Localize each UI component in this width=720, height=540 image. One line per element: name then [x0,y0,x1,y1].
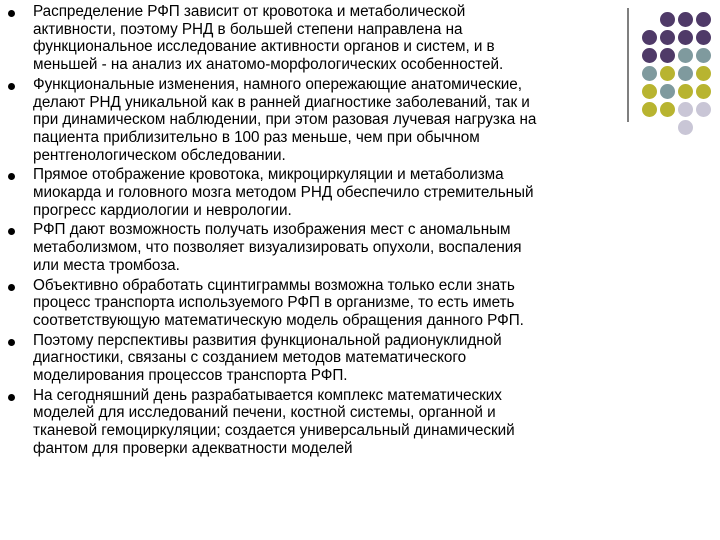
decorative-dot [696,48,711,63]
bullet-text: РФП дают возможность получать изображения мест с аномальным метаболизмом, что позволяет визуализировать опухоли, воспаления или места тромбоза. [33,221,522,274]
bullet-item [8,221,633,274]
decorative-dot-grid [642,12,711,135]
bullet-text: Объективно обработать сцинтиграммы возможна только если знать процесс транспорта используемого РФП в организме, то есть иметь соответствующую математическую модель обращения данного РФП. [33,276,524,329]
decorative-dot [696,12,711,27]
bullet-text: Поэтому перспективы развития функциональной радионуклидной диагностики, связаны с созданием методов математического моделирования процессов транспорта РФП. [33,331,502,385]
bullet-icon [8,228,15,235]
bullet-item [8,332,633,385]
decorative-dot [696,84,711,99]
decorative-dot [642,66,657,81]
decorative-dot [678,12,693,27]
bullet-text: Функциональные изменения, намного опережающие анатомические, делают РНД уникальной как в ранней диагностике заболеваний, так и при динамическом наблюдении, при этом разовая лучевая нагрузка на пациента приблизительно в 100 раз меньше, чем при обычном рентгенологическом обследовании. [33,75,537,164]
decorative-dot [696,66,711,81]
decorative-dot [660,84,675,99]
decorative-dot [660,12,675,27]
decorative-dot [678,120,693,135]
bullet-text: Прямое отображение кровотока, микроциркуляции и метаболизма миокарда и головного мозга методом РНД обеспечило стремительный прогресс кардиологии и неврологии. [33,166,534,219]
bullet-icon [8,284,15,291]
bullet-icon [8,10,15,17]
decorative-dot [678,84,693,99]
decorative-dot [696,102,711,117]
bullet-item [8,76,633,165]
decorative-dot [678,66,693,81]
bullet-item [8,166,633,219]
bullet-item [8,3,633,74]
decorative-dot [660,48,675,63]
decorative-dot [642,102,657,117]
bullet-text: Распределение РФП зависит от кровотока и метаболической активности, поэтому РНД в большей степени направлена на функциональное исследование активности органов и систем, и в меньшей - на анализ их анатомо-морфологических особенностей. [33,3,504,74]
bullet-icon [8,394,15,401]
bullet-icon [8,173,15,180]
bullet-icon [8,339,15,346]
decorative-dot [660,30,675,45]
decorative-dot [678,48,693,63]
bullet-text: На сегодняшний день разрабатывается комплекс математических моделей для исследований печени, костной системы, органной и тканевой гемоциркуляции; создается универсальный динамический фантом для проверки адекватности моделей [33,386,515,457]
decorative-dot [642,48,657,63]
decorative-dot [696,30,711,45]
bullet-item [8,277,633,330]
bullet-icon [8,83,15,90]
decorative-dot [660,66,675,81]
bullet-list [8,0,633,458]
decorative-dot [642,30,657,45]
decorative-dot [660,102,675,117]
bullet-item [8,387,633,458]
decorative-dot [678,102,693,117]
decorative-dot [642,84,657,99]
decorative-dot [678,30,693,45]
